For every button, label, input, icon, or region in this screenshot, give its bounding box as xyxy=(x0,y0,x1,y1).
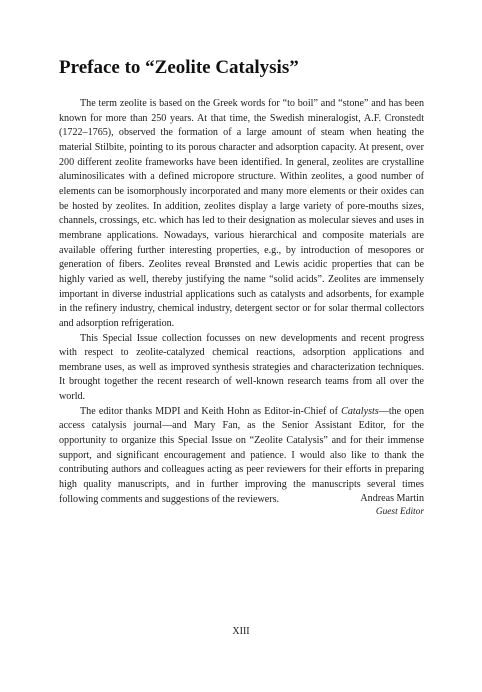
acknowledgements-text-end: —the open access catalysis journal—and Mary Fan, as the Senior Assistant Editor, for the opportunity to organize this Special Issue on “Zeolite Catalysis” and for their immense support, and significant encouragement and patience. I would also like to thank the contributing authors and colleagues acting as peer reviewers for their efforts in preparing high quality manuscripts, and in further improving the manuscripts several times following comments and suggestions of the reviewers. xyxy=(59,405,424,505)
signature-block xyxy=(360,492,424,519)
acknowledgements-text-start: The editor thanks MDPI and Keith Hohn as Editor-in-Chief of xyxy=(80,405,342,417)
page-number: XIII xyxy=(232,626,250,637)
journal-name: Catalysts xyxy=(341,405,379,417)
preface-body xyxy=(59,97,424,507)
preface-title: Preface to “Zeolite Catalysis” xyxy=(59,57,299,78)
paragraph-special-issue: This Special Issue collection focusses on new developments and recent progress with respect to zeolite-catalyzed chemical reactions, adsorption applications and membrane uses, as well as improved synthesis strategies and characterization techniques. It brought together the recent research of well-known research teams from all over the world. xyxy=(59,332,424,403)
editor-role: Guest Editor xyxy=(375,507,424,517)
paragraph-zeolite-history: The term zeolite is based on the Greek words for “to boil” and “stone” and has been known for more than 250 years. At that time, the Swedish mineralogist, A.F. Cronstedt (1722–1765), observed the formation of a large amount of steam when heating the material Stilbite, pointing to its porous character and adsorption capacity. At present, over 200 different zeolite frameworks have been identified. In general, zeolites are crystalline aluminosilicates with a defined micropore structure. Within zeolites, a good number of elements can be isomorphously incorporated and many more elements or their oxides can be hosted by zeolites. In addition, zeolites display a large variety of pore-mouths sizes, channels, crossings, etc. which has led to their designation as molecular sieves and uses in membrane applications. Nowadays, various hierarchical and composite materials are available offering further interesting properties, e.g., by introduction of mesopores or generation of fibers. Zeolites reveal Brønsted and Lewis acidic properties that can be highly varied as well, thereby justifying the name “solid acids”. Zeolites are immensely important in diverse industrial applications such as catalysts and adsorbents, for example in the refinery industry, chemical industry, detergent sector or for solar thermal collectors and adsorption refrigeration. xyxy=(59,98,424,329)
editor-name: Andreas Martin xyxy=(360,493,424,504)
